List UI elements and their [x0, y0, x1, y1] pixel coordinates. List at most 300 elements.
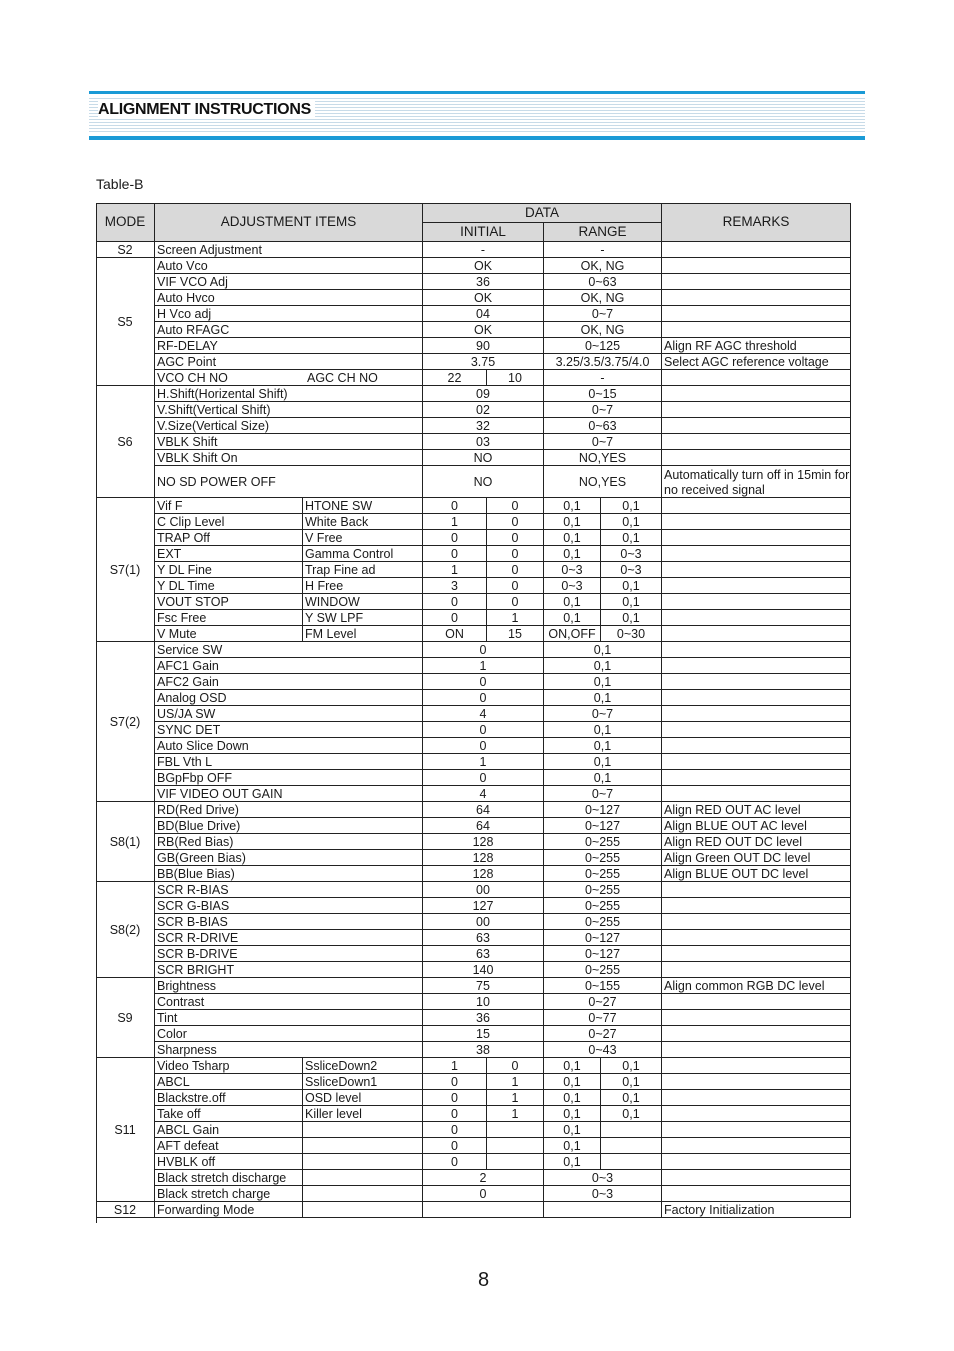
range-value: 0,1 — [544, 610, 601, 626]
item-label-2: HTONE SW — [303, 498, 423, 514]
remarks-value — [662, 1010, 851, 1026]
initial-value-2: 1 — [487, 1090, 544, 1106]
remarks-value — [662, 786, 851, 802]
range-value: 0,1 — [544, 1154, 601, 1170]
item-label: TRAP Off — [155, 530, 303, 546]
range-value: - — [544, 242, 662, 258]
remarks-value — [662, 994, 851, 1010]
remarks-value — [662, 930, 851, 946]
remarks-value: Automatically turn off in 15min for no received signal — [664, 467, 850, 497]
initial-value: 3 — [423, 578, 487, 594]
remarks-value — [662, 674, 851, 690]
initial-value: - — [423, 242, 544, 258]
initial-value: 128 — [423, 850, 544, 866]
range-value-2: 0,1 — [601, 498, 662, 514]
header-rule-bottom — [89, 136, 865, 140]
remarks-value — [662, 722, 851, 738]
initial-value-2: 1 — [487, 1106, 544, 1122]
remarks-value — [662, 1170, 851, 1186]
item-label: VBLK Shift — [155, 434, 423, 450]
item-label: ABCL Gain — [155, 1122, 303, 1138]
item-label-2 — [303, 1186, 423, 1202]
range-value: 0~127 — [544, 802, 662, 818]
remarks-value — [662, 562, 851, 578]
header-range: RANGE — [544, 223, 662, 242]
item-label: Service SW — [155, 642, 423, 658]
item-label: Fsc Free — [155, 610, 303, 626]
initial-value: 09 — [423, 386, 544, 402]
header-adjustment-items: ADJUSTMENT ITEMS — [155, 203, 423, 242]
initial-value: 0 — [423, 722, 544, 738]
initial-value: 02 — [423, 402, 544, 418]
group-separator — [96, 641, 851, 642]
item-label: Auto Slice Down — [155, 738, 423, 754]
initial-value-2: 0 — [487, 530, 544, 546]
range-value: OK, NG — [544, 258, 662, 274]
range-value: 0~27 — [544, 1026, 662, 1042]
initial-value: 1 — [423, 514, 487, 530]
item-label: US/JA SW — [155, 706, 423, 722]
item-label: Color — [155, 1026, 423, 1042]
range-value: 0~3 — [544, 1170, 662, 1186]
range-value: 0~27 — [544, 994, 662, 1010]
remarks-value — [662, 514, 851, 530]
remarks-value — [662, 898, 851, 914]
group-separator — [96, 801, 851, 802]
item-label: RD(Red Drive) — [155, 802, 423, 818]
initial-value: 1 — [423, 562, 487, 578]
item-label-2 — [303, 1170, 423, 1186]
remarks-value — [662, 1074, 851, 1090]
range-value: 3.25/3.5/3.75/4.0 — [544, 354, 662, 370]
remarks-value: Align RED OUT AC level — [662, 802, 851, 818]
initial-value: 0 — [423, 610, 487, 626]
range-value: 0,1 — [544, 754, 662, 770]
initial-value: 0 — [423, 530, 487, 546]
initial-value: 0 — [423, 1154, 487, 1170]
initial-value-2 — [487, 1122, 544, 1138]
remarks-value: Align RED OUT DC level — [662, 834, 851, 850]
range-value-2: 0,1 — [601, 1074, 662, 1090]
item-label: AFC2 Gain — [155, 674, 423, 690]
item-label: NO SD POWER OFF — [155, 466, 423, 498]
initial-value: 1 — [423, 754, 544, 770]
range-value-2: 0,1 — [601, 530, 662, 546]
range-value: 0~7 — [544, 706, 662, 722]
item-label: V Mute — [155, 626, 303, 642]
range-value: - — [544, 370, 662, 386]
initial-value: ON — [423, 626, 487, 642]
remarks-value — [662, 690, 851, 706]
initial-value: 0 — [423, 1138, 487, 1154]
item-label: VBLK Shift On — [155, 450, 423, 466]
item-label: BD(Blue Drive) — [155, 818, 423, 834]
item-label: SCR R-DRIVE — [155, 930, 423, 946]
range-value — [544, 1202, 662, 1218]
initial-value: 0 — [423, 690, 544, 706]
group-separator — [96, 881, 851, 882]
item-label: Sharpness — [155, 1042, 423, 1058]
initial-value: 0 — [423, 770, 544, 786]
mode-label: S5 — [96, 258, 155, 386]
initial-value: 0 — [423, 1122, 487, 1138]
initial-value: 127 — [423, 898, 544, 914]
initial-value: 0 — [423, 738, 544, 754]
item-label: SCR BRIGHT — [155, 962, 423, 978]
range-value: 0~3 — [544, 578, 601, 594]
remarks-value — [662, 962, 851, 978]
group-separator — [96, 1057, 851, 1058]
remarks-value — [662, 450, 851, 466]
initial-value: 1 — [423, 1058, 487, 1074]
item-label: Forwarding Mode — [155, 1202, 303, 1218]
remarks-value — [662, 274, 851, 290]
group-separator — [96, 385, 851, 386]
remarks-value — [662, 914, 851, 930]
item-label: V.Size(Vertical Size) — [155, 418, 423, 434]
remarks-value — [662, 290, 851, 306]
item-label-2: Trap Fine ad — [303, 562, 423, 578]
mode-label: S8(1) — [96, 802, 155, 882]
item-label: EXT — [155, 546, 303, 562]
item-label: GB(Green Bias) — [155, 850, 423, 866]
item-label: HVBLK off — [155, 1154, 303, 1170]
initial-value: 0 — [423, 594, 487, 610]
remarks-value — [662, 1154, 851, 1170]
initial-value: 00 — [423, 882, 544, 898]
range-value: NO,YES — [544, 450, 662, 466]
initial-value: 1 — [423, 658, 544, 674]
header-rule-top — [89, 91, 865, 94]
item-label: Y DL Fine — [155, 562, 303, 578]
mode-label: S8(2) — [96, 882, 155, 978]
remarks-value — [662, 546, 851, 562]
range-value: 0~255 — [544, 898, 662, 914]
initial-value: 0 — [423, 1074, 487, 1090]
initial-value: OK — [423, 290, 544, 306]
range-value: 0,1 — [544, 658, 662, 674]
initial-value: 0 — [423, 674, 544, 690]
range-value: 0~77 — [544, 1010, 662, 1026]
remarks-value — [662, 578, 851, 594]
initial-value: NO — [423, 466, 544, 498]
remarks-value: Align Green OUT DC level — [662, 850, 851, 866]
mode-label: S9 — [96, 978, 155, 1058]
remarks-value — [662, 1138, 851, 1154]
initial-value-2: 1 — [487, 610, 544, 626]
item-label-2 — [303, 1202, 423, 1218]
range-value: 0~63 — [544, 418, 662, 434]
page-number: 8 — [478, 1269, 490, 1291]
header-mode: MODE — [96, 203, 155, 242]
initial-value: 90 — [423, 338, 544, 354]
remarks-value — [662, 1106, 851, 1122]
item-label: SCR B-DRIVE — [155, 946, 423, 962]
range-value-2: 0,1 — [601, 594, 662, 610]
initial-value-2: 0 — [487, 578, 544, 594]
range-value-2 — [601, 1122, 662, 1138]
initial-value: NO — [423, 450, 544, 466]
item-label-2: Gamma Control — [303, 546, 423, 562]
initial-value-2: 0 — [487, 514, 544, 530]
range-value: OK, NG — [544, 322, 662, 338]
range-value-2: 0~30 — [601, 626, 662, 642]
initial-value: 0 — [423, 1090, 487, 1106]
item-label: Vif F — [155, 498, 303, 514]
remarks-value — [662, 1042, 851, 1058]
group-separator — [96, 497, 851, 498]
table-caption: Table-B — [96, 176, 144, 192]
item-label: Auto Hvco — [155, 290, 423, 306]
item-label: Video Tsharp — [155, 1058, 303, 1074]
item-label-2: OSD level — [303, 1090, 423, 1106]
item-label: SCR G-BIAS — [155, 898, 423, 914]
remarks-value — [662, 498, 851, 514]
remarks-value — [662, 882, 851, 898]
section-header — [89, 91, 865, 141]
item-label-2: Killer level — [303, 1106, 423, 1122]
group-separator — [96, 977, 851, 978]
range-value: OK, NG — [544, 290, 662, 306]
remarks-value — [662, 1058, 851, 1074]
range-value: 0~255 — [544, 866, 662, 882]
range-value: 0~7 — [544, 434, 662, 450]
range-value: 0,1 — [544, 1122, 601, 1138]
initial-value: 04 — [423, 306, 544, 322]
initial-value: 10 — [423, 994, 544, 1010]
range-value: 0,1 — [544, 770, 662, 786]
range-value-2: 0,1 — [601, 610, 662, 626]
item-label-2: Y SW LPF — [303, 610, 423, 626]
remarks-value — [662, 1026, 851, 1042]
header-remarks: REMARKS — [662, 203, 851, 242]
item-label: VIF VCO Adj — [155, 274, 423, 290]
item-label: RB(Red Bias) — [155, 834, 423, 850]
initial-value: OK — [423, 258, 544, 274]
initial-value: 3.75 — [423, 354, 544, 370]
initial-value: 38 — [423, 1042, 544, 1058]
initial-value: 75 — [423, 978, 544, 994]
initial-value: 63 — [423, 946, 544, 962]
range-value: 0,1 — [544, 1074, 601, 1090]
item-label: Auto Vco — [155, 258, 423, 274]
range-value: 0,1 — [544, 1106, 601, 1122]
remarks-value — [662, 418, 851, 434]
initial-value: OK — [423, 322, 544, 338]
range-value: 0~125 — [544, 338, 662, 354]
initial-value: 140 — [423, 962, 544, 978]
mode-label: S6 — [96, 386, 155, 498]
item-label: VCO CH NO — [155, 370, 303, 386]
remarks-value: Align RF AGC threshold — [662, 338, 851, 354]
item-label-2: FM Level — [303, 626, 423, 642]
remarks-value — [662, 530, 851, 546]
remarks-value — [662, 738, 851, 754]
group-separator — [96, 257, 851, 258]
range-value: ON,OFF — [544, 626, 601, 642]
range-value: 0~127 — [544, 946, 662, 962]
range-value: 0~7 — [544, 306, 662, 322]
item-label: VOUT STOP — [155, 594, 303, 610]
initial-value: 4 — [423, 786, 544, 802]
range-value-2: 0~3 — [601, 546, 662, 562]
remarks-value — [662, 594, 851, 610]
remarks-value — [662, 1122, 851, 1138]
range-value: 0~63 — [544, 274, 662, 290]
initial-value: 63 — [423, 930, 544, 946]
range-value: 0,1 — [544, 738, 662, 754]
range-value: 0,1 — [544, 530, 601, 546]
initial-value-2 — [487, 1154, 544, 1170]
range-value: 0,1 — [544, 1138, 601, 1154]
group-separator — [96, 1201, 851, 1202]
initial-value: 2 — [423, 1170, 544, 1186]
item-label-2: SsliceDown1 — [303, 1074, 423, 1090]
range-value: 0~43 — [544, 1042, 662, 1058]
initial-value: 00 — [423, 914, 544, 930]
remarks-value: Factory Initialization — [662, 1202, 851, 1218]
initial-value: 32 — [423, 418, 544, 434]
item-label: Brightness — [155, 978, 423, 994]
range-value: 0~255 — [544, 914, 662, 930]
initial-value-2: 15 — [487, 626, 544, 642]
item-label: C Clip Level — [155, 514, 303, 530]
range-value-2: 0,1 — [601, 1090, 662, 1106]
item-label-2 — [303, 1122, 423, 1138]
item-label-2: H Free — [303, 578, 423, 594]
item-label: AFC1 Gain — [155, 658, 423, 674]
header-data: DATA — [423, 203, 662, 223]
item-label: SYNC DET — [155, 722, 423, 738]
range-value: 0~155 — [544, 978, 662, 994]
item-label-2 — [303, 1154, 423, 1170]
range-value-2 — [601, 1154, 662, 1170]
initial-value: 0 — [423, 546, 487, 562]
remarks-value: Align BLUE OUT DC level — [662, 866, 851, 882]
remarks-value — [662, 658, 851, 674]
remarks-value — [662, 770, 851, 786]
initial-value: 22 — [423, 370, 487, 386]
range-value-2: 0,1 — [601, 514, 662, 530]
remarks-value — [662, 626, 851, 642]
item-label: ABCL — [155, 1074, 303, 1090]
range-value-2: 0,1 — [601, 1058, 662, 1074]
range-value: 0~3 — [544, 1186, 662, 1202]
section-title: ALIGNMENT INSTRUCTIONS — [98, 101, 315, 119]
remarks-value: Align BLUE OUT AC level — [662, 818, 851, 834]
remarks-value — [662, 610, 851, 626]
initial-value: 0 — [423, 498, 487, 514]
range-value: 0~127 — [544, 818, 662, 834]
remarks-value — [662, 1186, 851, 1202]
header-initial: INITIAL — [423, 223, 544, 242]
range-value: 0~7 — [544, 786, 662, 802]
range-value: NO,YES — [544, 466, 662, 498]
initial-value: 36 — [423, 274, 544, 290]
range-value: 0~255 — [544, 850, 662, 866]
item-label: Contrast — [155, 994, 423, 1010]
item-label: RF-DELAY — [155, 338, 423, 354]
item-label-2: White Back — [303, 514, 423, 530]
item-label-2: V Free — [303, 530, 423, 546]
initial-value-2: 0 — [487, 1058, 544, 1074]
range-value: 0,1 — [544, 1090, 601, 1106]
item-label: VIF VIDEO OUT GAIN — [155, 786, 423, 802]
remarks-value: Select AGC reference voltage — [662, 354, 851, 370]
initial-value: 0 — [423, 1106, 487, 1122]
item-label: Y DL Time — [155, 578, 303, 594]
initial-value-2 — [487, 1138, 544, 1154]
item-label: Blackstre.off — [155, 1090, 303, 1106]
item-label-2 — [303, 1138, 423, 1154]
remarks-value — [662, 1090, 851, 1106]
item-label: H.Shift(Horizental Shift) — [155, 386, 423, 402]
mode-label: S7(2) — [96, 642, 155, 802]
initial-value: 4 — [423, 706, 544, 722]
item-label: SCR R-BIAS — [155, 882, 423, 898]
initial-value: 36 — [423, 1010, 544, 1026]
range-value: 0,1 — [544, 514, 601, 530]
range-value: 0,1 — [544, 722, 662, 738]
initial-value: 128 — [423, 866, 544, 882]
range-value: 0,1 — [544, 498, 601, 514]
item-label: V.Shift(Vertical Shift) — [155, 402, 423, 418]
range-value: 0~3 — [544, 562, 601, 578]
initial-value: 64 — [423, 818, 544, 834]
item-label: BGpFbp OFF — [155, 770, 423, 786]
initial-value: 0 — [423, 642, 544, 658]
remarks-value — [662, 322, 851, 338]
range-value: 0,1 — [544, 594, 601, 610]
range-value-2: 0~3 — [601, 562, 662, 578]
initial-value: 03 — [423, 434, 544, 450]
item-label: Auto RFAGC — [155, 322, 423, 338]
initial-value: 128 — [423, 834, 544, 850]
item-label: H Vco adj — [155, 306, 423, 322]
range-value: 0,1 — [544, 642, 662, 658]
item-label: Tint — [155, 1010, 423, 1026]
range-value: 0~7 — [544, 402, 662, 418]
remarks-value — [662, 242, 851, 258]
item-label-2: SsliceDown2 — [303, 1058, 423, 1074]
initial-value-2: 0 — [487, 594, 544, 610]
range-value: 0,1 — [544, 690, 662, 706]
item-label: Analog OSD — [155, 690, 423, 706]
range-value: 0~15 — [544, 386, 662, 402]
remarks-value — [662, 386, 851, 402]
range-value: 0~255 — [544, 962, 662, 978]
initial-value — [423, 1202, 544, 1218]
item-label: Screen Adjustment — [155, 242, 423, 258]
item-label: Black stretch charge — [155, 1186, 303, 1202]
item-label: AGC Point — [155, 354, 423, 370]
remarks-value — [662, 706, 851, 722]
item-label: BB(Blue Bias) — [155, 866, 423, 882]
mode-label: S11 — [96, 1058, 155, 1202]
remarks-value — [662, 946, 851, 962]
initial-value: 15 — [423, 1026, 544, 1042]
item-label: Take off — [155, 1106, 303, 1122]
initial-value-2: 0 — [487, 562, 544, 578]
remarks-value — [662, 258, 851, 274]
range-value: 0~255 — [544, 834, 662, 850]
remarks-value — [662, 402, 851, 418]
range-value: 0~255 — [544, 882, 662, 898]
remarks-value — [662, 754, 851, 770]
mode-label: S2 — [96, 242, 155, 258]
range-value-2: 0,1 — [601, 1106, 662, 1122]
remarks-value — [662, 642, 851, 658]
